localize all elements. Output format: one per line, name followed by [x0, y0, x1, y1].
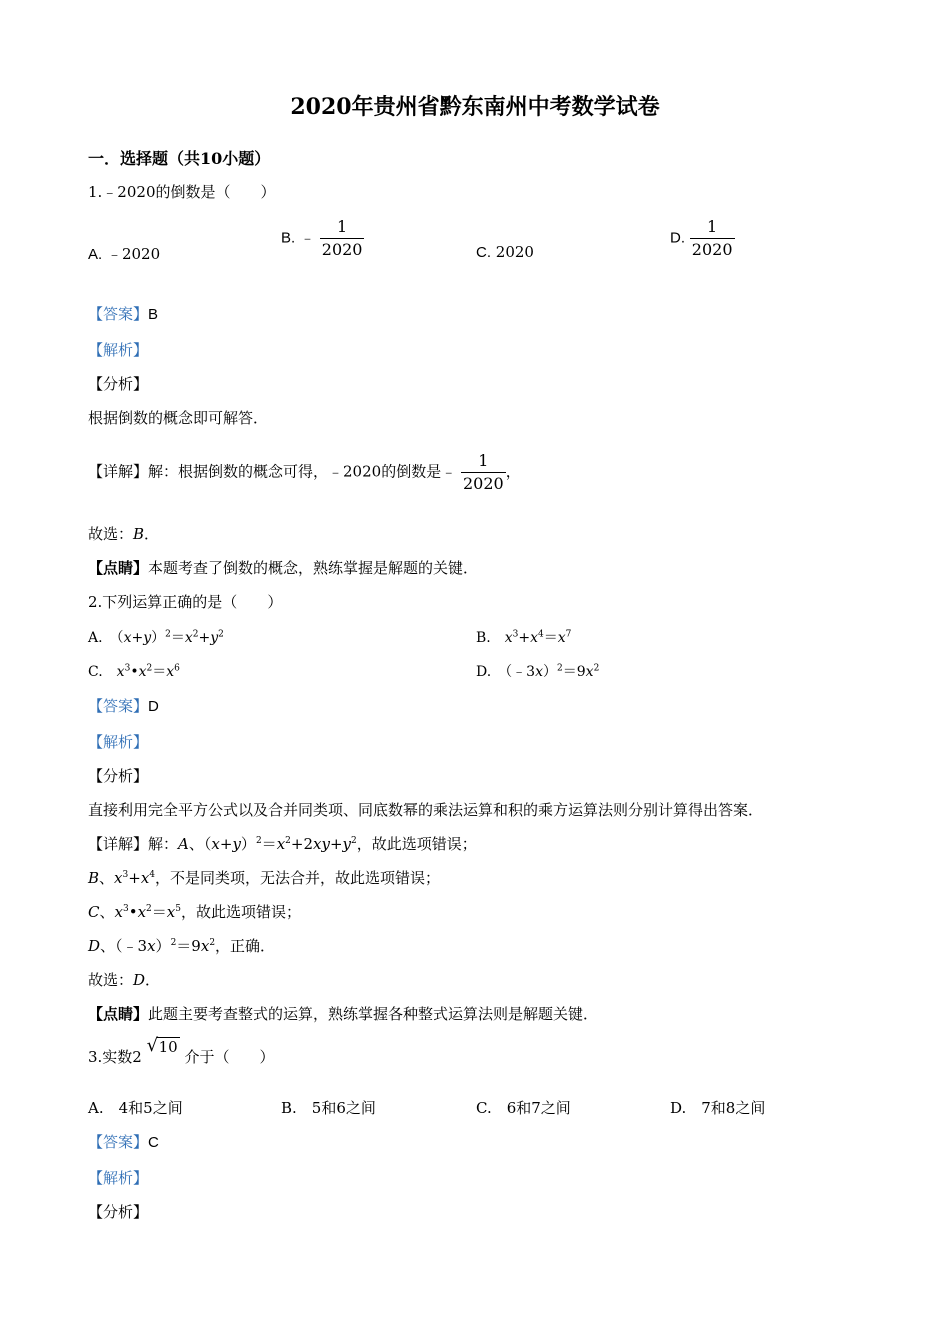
- q1-choose: [88, 523, 159, 544]
- q1-option-c-label: C.: [476, 244, 491, 261]
- q3-stem-post: 介于（ ）: [184, 1048, 275, 1066]
- sqrt-expression: [146, 1035, 180, 1056]
- q1-fenxi: 根据倒数的概念即可解答．: [88, 409, 269, 427]
- answer-value: D: [148, 698, 159, 715]
- fraction-numerator: 1: [337, 217, 348, 236]
- q2-detail-line-1: 【详解】解：A、$(x+y)^2=x^2+2xy+y^2$，故此选项错误；: [88, 835, 477, 853]
- dianjing-tag: 【点睛】: [88, 1005, 149, 1023]
- q1-option-a-label: A.: [88, 246, 103, 263]
- radicand: 10: [158, 1038, 178, 1056]
- q3-answer: [88, 1131, 159, 1152]
- q1-option-d: [670, 216, 735, 261]
- choose-value: D: [133, 971, 146, 989]
- q2-detail-line-4: D、$(﹣3x)^2=9x^2$，正确．: [88, 937, 276, 955]
- answer-value: C: [148, 1134, 159, 1151]
- q1-detail: [88, 450, 521, 495]
- radical-sign: √: [146, 1035, 159, 1056]
- choose-label: 故选：: [88, 525, 134, 543]
- q1-option-a-text: ﹣2020: [106, 245, 161, 263]
- q1-dianjing: [88, 557, 478, 578]
- q3-fenxi-tag: 【分析】: [88, 1203, 149, 1221]
- q2-choose: [88, 969, 160, 990]
- q2-stem: 2.下列运算正确的是（ ）: [88, 593, 283, 611]
- q2-option-c: C. $x^3•x^2=x^6$: [88, 663, 180, 680]
- fraction-numerator: 1: [478, 451, 489, 470]
- q2-option-a: A. $(x+y)^2=x^2+y^2$: [88, 629, 224, 646]
- answer-tag: 【答案】: [88, 1134, 149, 1151]
- q1-option-d-label: D.: [670, 229, 685, 247]
- q2-detail-line-3: C、$x^3•x^2=x^5$，故此选项错误；: [88, 903, 301, 921]
- q1-option-b-fraction: [320, 216, 365, 261]
- q3-option-b: B. 5和6之间: [281, 1099, 376, 1117]
- q1-option-b-sign: ﹣: [299, 228, 315, 247]
- answer-value: B: [148, 306, 159, 323]
- q1-option-d-fraction: [690, 216, 735, 261]
- detail-text: 解：根据倒数的概念可得，﹣2020的倒数是﹣: [148, 462, 457, 481]
- q2-option-d: D. $(﹣3x)^2=9x^2$: [476, 663, 600, 680]
- q1-detail-fraction: [461, 450, 506, 495]
- q1-option-b: [281, 216, 364, 261]
- detail-end: ，: [505, 462, 521, 481]
- fraction-denominator: 2020: [691, 240, 733, 259]
- q2-jiexi: 【解析】: [88, 734, 149, 751]
- fraction-numerator: 1: [707, 217, 718, 236]
- detail-tag: 【详解】: [88, 835, 149, 853]
- q1-fenxi-tag: 【分析】: [88, 375, 149, 393]
- q3-option-d: D. 7和8之间: [670, 1099, 766, 1117]
- choose-end: ．: [144, 525, 160, 543]
- dianjing-text: 本题考查了倒数的概念，熟练掌握是解题的关键．: [148, 559, 479, 577]
- detail-tag: 【详解】: [88, 462, 149, 481]
- q2-fenxi-tag: 【分析】: [88, 767, 149, 785]
- q3-option-c: C. 6和7之间: [476, 1099, 571, 1117]
- q3-option-a: A. 4和5之间: [88, 1099, 183, 1117]
- choose-label: 故选：: [88, 971, 134, 989]
- answer-tag: 【答案】: [88, 698, 149, 715]
- dianjing-text: 此题主要考查整式的运算，熟练掌握各种整式运算法则是解题关键．: [148, 1005, 599, 1023]
- fraction-denominator: 2020: [321, 240, 363, 259]
- q3-stem: [88, 1035, 275, 1067]
- answer-tag: 【答案】: [88, 306, 149, 323]
- dianjing-tag: 【点睛】: [88, 559, 149, 577]
- choose-end: ．: [145, 971, 161, 989]
- q2-detail-line-2: B、$x^3+x^4$，不是同类项，无法合并，故此选项错误；: [88, 869, 441, 887]
- fraction-denominator: 2020: [462, 474, 504, 493]
- q1-option-a: [88, 243, 160, 264]
- q3-jiexi: 【解析】: [88, 1170, 149, 1187]
- q2-answer: [88, 695, 159, 716]
- q2-fenxi: 直接利用完全平方公式以及合并同类项、同底数幂的乘法运算和积的乘方运算法则分别计算得出答案．: [88, 801, 764, 819]
- q1-answer: [88, 303, 158, 324]
- page-title: 2020年贵州省黔东南州中考数学试卷: [290, 94, 660, 120]
- choose-value: B: [133, 525, 145, 543]
- q2-option-b: B. $x^3+x^4=x^7$: [476, 629, 572, 646]
- q1-stem: 1.﹣2020的倒数是（ ）: [88, 183, 276, 201]
- q1-option-b-label: B.: [281, 229, 296, 247]
- q2-dianjing: [88, 1003, 598, 1024]
- section-heading: 一．选择题（共10小题）: [88, 149, 271, 168]
- q3-stem-pre: 3.实数2: [88, 1048, 142, 1066]
- q1-option-c-text: 2020: [495, 243, 534, 261]
- q1-jiexi: 【解析】: [88, 342, 149, 359]
- q1-option-c: [476, 243, 534, 261]
